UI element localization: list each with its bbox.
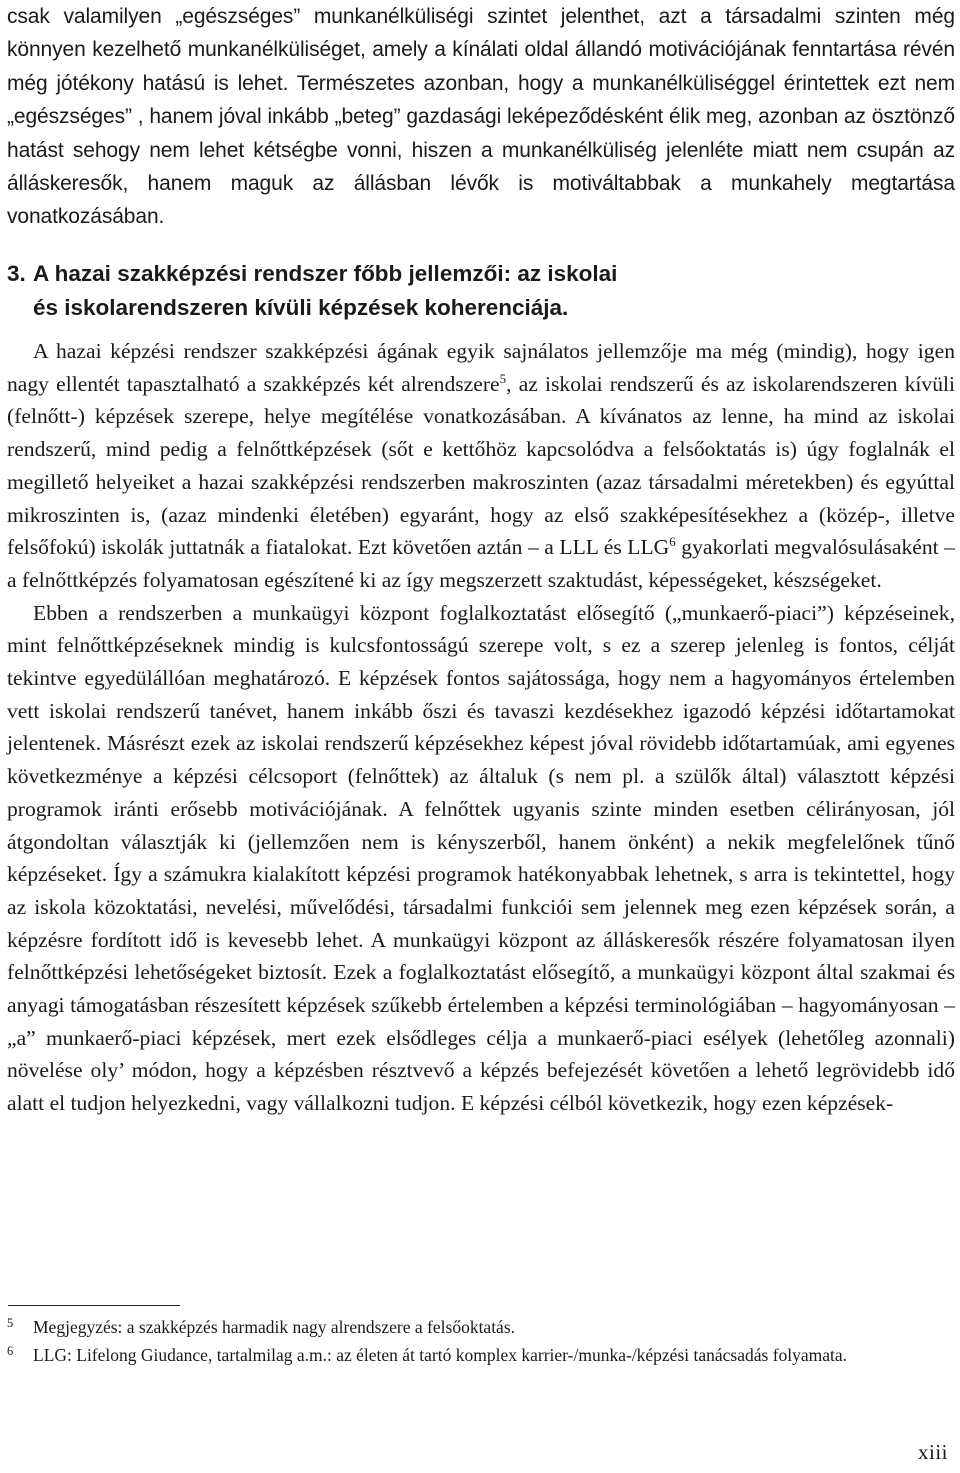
section-heading (7, 257, 907, 324)
body-text (7, 335, 955, 1120)
paragraph-1-part-c: gyakorlati megvalósulásaként – a felnőttképzés folyamatosan egészítené ki az így megszerzett szaktudást, képességeket, készségeket. (7, 535, 955, 592)
footnote-mark: 5 (7, 1316, 14, 1330)
body-paragraph-2: Ebben a rendszerben a munkaügyi központ foglalkoztatást elősegítő („munkaerő-piaci”) képzéseinek, mint felnőttképzéseknek mindig is kulcsfontosságú szerepe volt, s ez a szerep jelenleg is fontos, célját tekintve egyedülállóan meghatározó. E képzések fontos sajátossága, hogy nem a hagyományos értelemben vett iskolai rendszerű tanévet, hanem inkább őszi és tavaszi kezdésekhez igazodó képzési időtartamokat jelentenek. Másrészt ezek az iskolai rendszerű képzésekhez képest jóval rövidebb időtartamúak, ami egyenes következménye a képzési célcsoport (felnőttek) az általuk (s nem pl. a szülők által) választott képzési programok iránti erősebb motivációjának. A felnőttek ugyanis szinte minden esetben célirányosan, jól átgondoltan választják ki (jellemzően nem is kényszerből, hanem önként) a nekik megfelelőnek tűnő képzéseket. Így a számukra kialakított képzési programok hatékonyabbak lehetnek, s arra is tekintettel, hogy az iskola közoktatási, nevelési, művelődési, társadalmi funkciói sem jelennek meg ezen képzések során, a képzésre fordított idő is kevesebb lehet. A munkaügyi központ az álláskeresők részére folyamatosan ilyen felnőttképzési lehetőségeket biztosít. Ezek a foglalkoztatást elősegítő, a munkaügyi központ által szakmai és anyagi támogatásban részesített képzések szűkebb értelemben a képzési terminológiában – hagyományosan – „a” munkaerő-piaci képzések, mert ezek elsődleges célja a munkaerő-piaci esélyek (lehetőleg azonnali) növelése oly’ módon, hogy a képzésben résztvevő a képzés befejezését követően a lehető legrövidebb idő alatt el tudjon helyezkedni, vagy vállalkozni tudjon. E képzési célból következik, hogy ezen képzések- (7, 600, 955, 1116)
footnote-ref-5[interactable]: 5 (499, 370, 507, 386)
intro-paragraph (7, 0, 955, 234)
footnote-item (7, 1314, 955, 1342)
paragraph-1-part-a: A hazai képzési rendszer szakképzési ágának egyik sajnálatos jellemzője ma még (mindig), hogy igen nagy ellentét tapasztalható a szakképzés két alrendszere (7, 339, 955, 396)
page-number: xiii (917, 1440, 948, 1464)
footnote-text: LLG: Lifelong Giudance, tartalmilag a.m.: az életen át tartó komplex karrier-/munka-/képzési tanácsadás folyamata. (33, 1344, 848, 1365)
section-title-line-1: A hazai szakképzési rendszer főbb jellemzői: az iskolai (33, 261, 618, 286)
body-paragraph-1 (7, 335, 955, 597)
footnote-item (7, 1342, 955, 1370)
paragraph-1-part-b: , az iskolai rendszerű és az iskolarendszeren kívüli (felnőtt-) képzések szerepe, helye megítélése vonatkozásában. A kívánatos az lenne, ha mind az iskolai rendszerű, mind pedig a felnőttképzések (sőt e kettőhöz kapcsolódva a felsőoktatás is) úgy foglalnák el megillető helyeiket a hazai szakképzési rendszerben makroszinten (azaz társadalmi méretekben) és egyúttal mikroszinten is, (azaz mindenki életében) egyaránt, hogy az első szakképesítésekhez a (közép-, illetve felsőfokú) iskolák juttatnák a fiatalokat. Ezt követően aztán – a LLL és LLG (7, 371, 955, 560)
footnote-mark: 6 (7, 1343, 14, 1358)
footnote-divider (8, 1305, 180, 1306)
section-number: 3. (7, 261, 26, 286)
intro-text: csak valamilyen „egészséges” munkanélküliségi szintet jelenthet, azt a társadalmi szinten még könnyen kezelhető munkanélküliséget, amely a kínálati oldal állandó motivációjának fenntartása révén még jótékony hatású is lehet. Természetes azonban, hogy a munkanélküliséggel érintettek ezt nem „egészséges” , hanem jóval inkább „beteg” gazdasági leképeződésként élik meg, azonban az ösztönző hatást sehogy nem lehet kétségbe vonni, hiszen a munkanélküliség jelenléte miatt nem csupán az álláskeresők, hanem maguk az állásban lévők is motiváltabbak a munkahely megtartása vonatkozásában. (7, 5, 955, 229)
section-title-line-2: és iskolarendszeren kívüli képzések koherenciája. (33, 294, 569, 320)
footnote-ref-6[interactable]: 6 (669, 534, 676, 550)
footnotes (7, 1314, 955, 1369)
footnote-text: Megjegyzés: a szakképzés harmadik nagy alrendszere a felsőoktatás. (33, 1317, 516, 1337)
